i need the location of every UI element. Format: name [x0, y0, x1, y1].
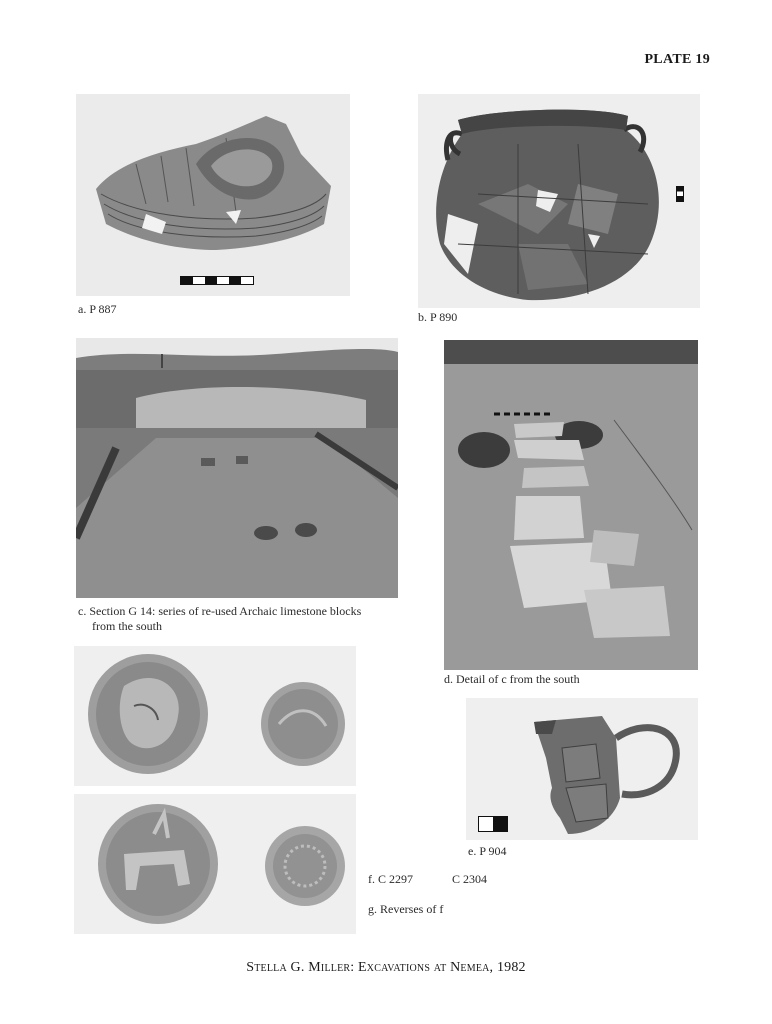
caption-e: e. P 904 [468, 844, 507, 858]
excavation-illustration [76, 338, 398, 598]
blocks-detail-illustration [444, 340, 698, 670]
photo-b-jar [418, 94, 700, 308]
scale-marker [478, 816, 508, 832]
photo-c-excavation-section [76, 338, 398, 598]
photo-e-jug [466, 698, 698, 840]
caption-c-line1: c. Section G 14: series of re-used Archaic limestone blocks [78, 604, 362, 618]
caption-a: a. P 887 [78, 302, 117, 316]
jar-illustration [418, 94, 700, 308]
coins-obverse-illustration [74, 646, 356, 786]
coins-reverse-illustration [74, 794, 356, 934]
caption-c-line2: from the south [92, 619, 162, 633]
plate-label: PLATE 19 [644, 52, 710, 67]
caption-f-left: f. C 2297 [368, 872, 413, 886]
caption-b: b. P 890 [418, 310, 458, 324]
caption-g: g. Reverses of f [368, 902, 444, 916]
scale-marker [676, 186, 684, 202]
vessel-fragment-illustration [76, 94, 350, 296]
caption-d: d. Detail of c from the south [444, 672, 580, 686]
scale-bar [180, 276, 254, 285]
photo-g-coins-reverse [74, 794, 356, 934]
caption-f-right: C 2304 [452, 872, 488, 886]
page-footer: Stella G. Miller: Excavations at Nemea, 1982 [246, 960, 526, 975]
photo-a-vessel-fragment [76, 94, 350, 296]
photo-f-coins-obverse [74, 646, 356, 786]
photo-d-detail-blocks [444, 340, 698, 670]
